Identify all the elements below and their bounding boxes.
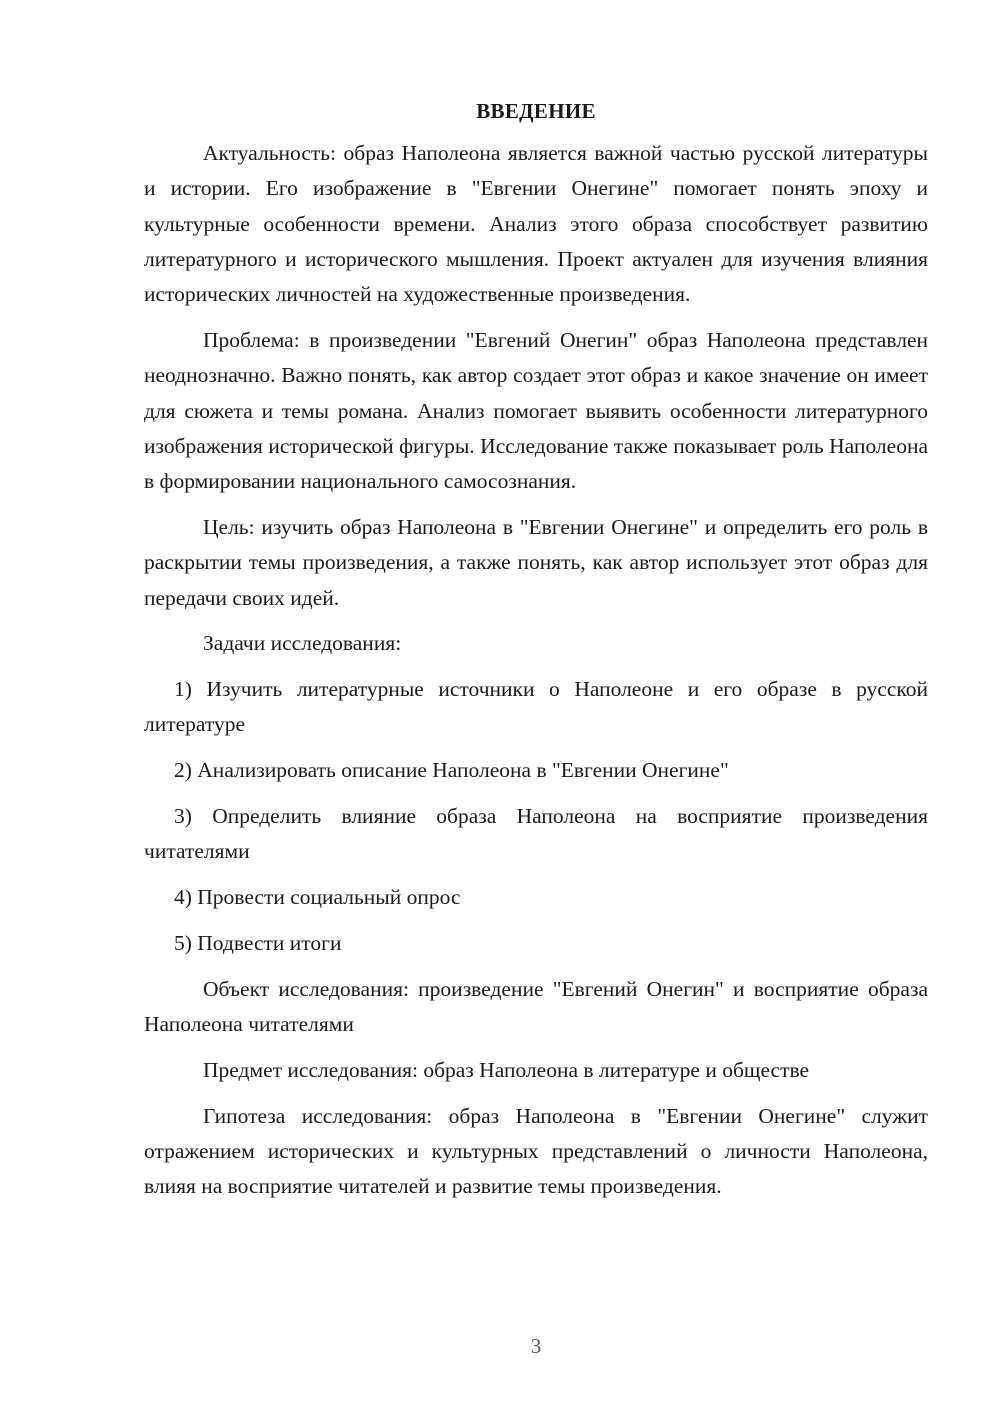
paragraph-subject: Предмет исследования: образ Наполеона в литературе и обществе: [203, 1057, 810, 1082]
section-title: ВВЕДЕНИЕ: [476, 99, 596, 123]
paragraph-tasks-heading: Задачи исследования:: [203, 631, 402, 656]
list-item: 1) Изучить литературные источники о Наполеоне и его образе в русской литературе: [144, 677, 928, 737]
list-item: 4) Провести социальный опрос: [174, 885, 461, 910]
paragraph-goal: Цель: изучить образ Наполеона в "Евгении Онегине" и определить его роль в раскрытии темы произведения, а также понять, как автор использует этот образ для передачи своих идей.: [144, 514, 928, 610]
paragraph-object: Объект исследования: произведение "Евгений Онегин" и восприятие образа Наполеона читателями: [144, 976, 928, 1037]
list-item: 3) Определить влияние образа Наполеона на восприятие произведения читателями: [144, 804, 928, 864]
document-page: [144, 94, 928, 1215]
paragraph-relevance: Актуальность: образ Наполеона является важной частью русской литературы и истории. Его изображение в "Евгении Онегине" помогает понять эпоху и культурные особенности времени. Анализ этого образа способствует развитию литературного и исторического мышления. Проект актуален для изучения влияния исторических личностей на художественные произведения.: [144, 141, 928, 307]
paragraph-problem: Проблема: в произведении "Евгений Онегин" образ Наполеона представлен неоднозначно. Важно понять, как автор создает этот образ и какое значение он имеет для сюжета и темы романа. Анализ помогает выявить особенности литературного изображения исторической фигуры. Исследование также показывает роль Наполеона в формировании национального самосознания.: [144, 327, 928, 494]
paragraph-hypothesis: Гипотеза исследования: образ Наполеона в "Евгении Онегине" служит отражением исторических и культурных представлений о личности Наполеона, влияя на восприятие читателей и развитие темы произведения.: [144, 1103, 928, 1199]
list-item: 5) Подвести итоги: [174, 930, 342, 955]
list-item: 2) Анализировать описание Наполеона в "Евгении Онегине": [174, 758, 729, 783]
page-number: 3: [530, 1334, 542, 1358]
task-list: [144, 672, 928, 961]
